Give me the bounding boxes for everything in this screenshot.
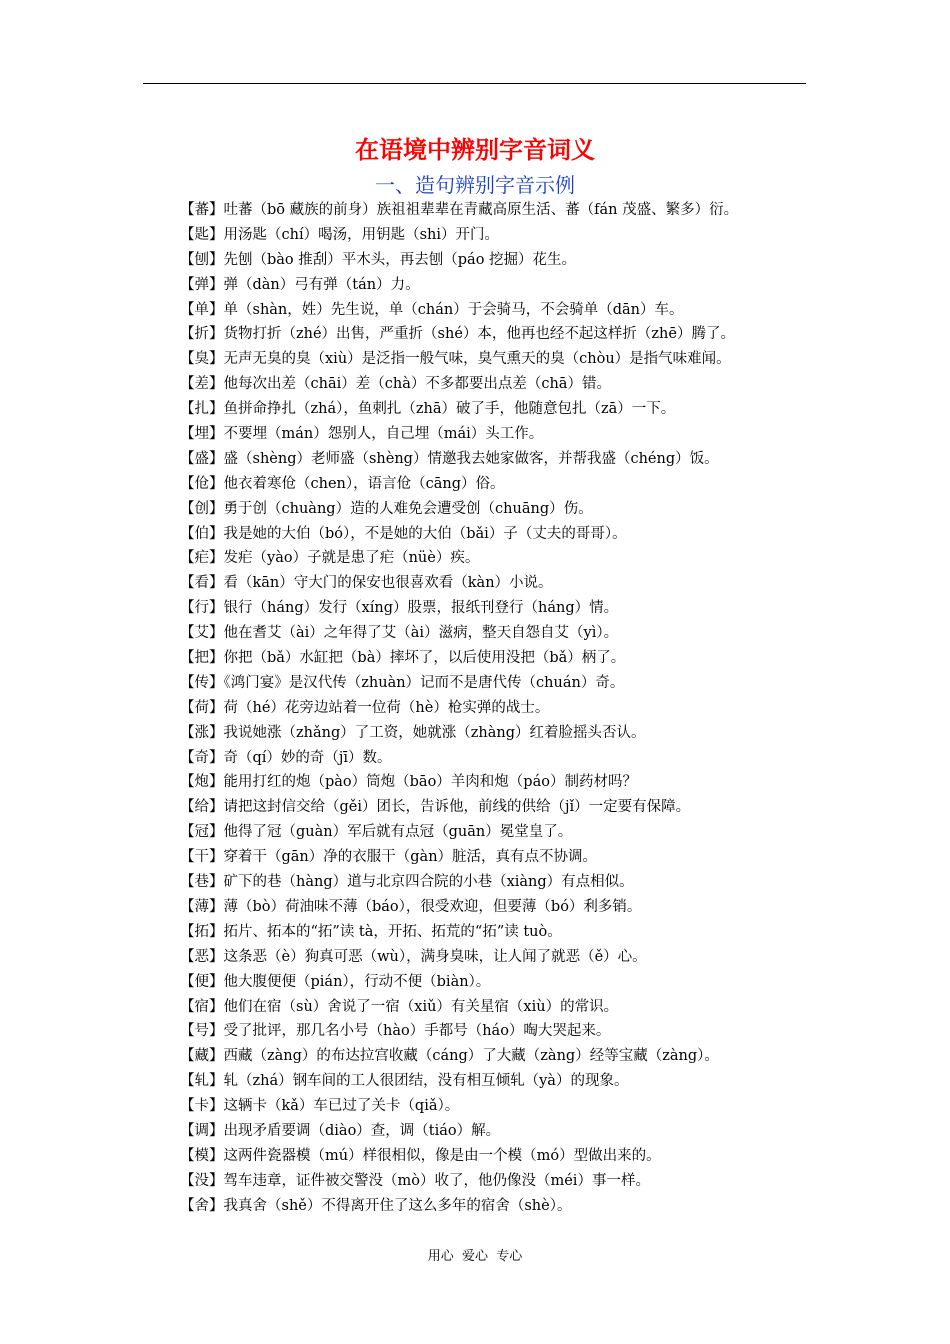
entry-line: 【调】出现矛盾要调（diào）查，调（tiáo）解。 (180, 1122, 501, 1139)
entry-line: 【把】你把（bǎ）水缸把（bà）摔坏了，以后使用没把（bǎ）柄了。 (180, 650, 626, 667)
entry-line: 【艾】他在耆艾（ài）之年得了艾（ài）滋病，整天自怨自艾（yì）。 (180, 625, 619, 642)
entry-line: 【冠】他得了冠（guàn）军后就有点冠（guān）冕堂皇了。 (180, 824, 573, 841)
entry-line: 【拓】拓片、拓本的“拓”读 tà，开拓、拓荒的“拓”读 tuò。 (180, 923, 562, 940)
entry-line: 【单】单（shàn，姓）先生说，单（chán）于会骑马，不会骑单（dān）车。 (180, 301, 684, 318)
entry-line: 【荷】荷（hé）花旁边站着一位荷（hè）枪实弹的战士。 (180, 699, 550, 716)
entry-line: 【号】受了批评，那几名小号（hào）手都号（háo）啕大哭起来。 (180, 1023, 611, 1040)
entry-line: 【差】他每次出差（chāi）差（chà）不多都要出点差（chā）错。 (180, 376, 611, 393)
entry-list (180, 198, 820, 1219)
entry-line: 【便】他大腹便便（pián），行动不便（biàn）。 (180, 973, 491, 990)
entry-line: 【行】银行（háng）发行（xíng）股票，报纸刊登行（háng）情。 (180, 600, 619, 617)
entry-line: 【涨】我说她涨（zhǎng）了工资，她就涨（zhàng）红着脸摇头否认。 (180, 724, 646, 741)
entry-line: 【炮】能用打红的炮（pào）筒炮（bāo）羊肉和炮（páo）制药材吗？ (180, 774, 637, 791)
entry-line: 【盛】盛（shèng）老师盛（shèng）情邀我去她家做客，并帮我盛（chéng）饭。 (180, 450, 719, 467)
entry-line: 【奇】奇（qí）妙的奇（jī）数。 (180, 749, 392, 766)
section-heading: 一、造句辨别字音示例 (375, 173, 575, 197)
entry-line: 【薄】薄（bò）荷油味不薄（báo），很受欢迎，但要薄（bó）利多销。 (180, 898, 642, 915)
page-footer: 用心 爱心 专心 (427, 1249, 523, 1264)
entry-line: 【伧】他衣着寒伧（chen），语言伧（cāng）俗。 (180, 475, 505, 492)
entry-line: 【弹】弹（dàn）弓有弹（tán）力。 (180, 276, 420, 293)
entry-line: 【刨】先刨（bào 推刮）平木头，再去刨（páo 挖掘）花生。 (180, 251, 577, 268)
entry-line: 【臭】无声无臭的臭（xiù）是泛指一般气味，臭气熏天的臭（chòu）是指气味难闻。 (180, 351, 731, 368)
entry-line: 【巷】矿下的巷（hàng）道与北京四合院的小巷（xiàng）有点相似。 (180, 874, 634, 891)
entry-line: 【模】这两件瓷器模（mú）样很相似，像是由一个模（mó）型做出来的。 (180, 1147, 661, 1164)
entry-line: 【扎】鱼拼命挣扎（zhá），鱼刺扎（zhā）破了手，他随意包扎（zā）一下。 (180, 401, 676, 418)
entry-line: 【没】驾车违章，证件被交警没（mò）收了，他仍像没（méi）事一样。 (180, 1172, 650, 1189)
entry-line: 【给】请把这封信交给（gěi）团长，告诉他，前线的供给（jǐ）一定要有保障。 (180, 799, 691, 816)
entry-line: 【埋】不要埋（mán）怨别人，自己埋（mái）头工作。 (180, 426, 544, 443)
entry-line: 【传】《鸿门宴》是汉代传（zhuàn）记而不是唐代传（chuán）奇。 (180, 674, 625, 691)
entry-line: 【藏】西藏（zàng）的布达拉宫收藏（cáng）了大藏（zàng）经等宝藏（zàng）。 (180, 1048, 719, 1065)
header-rule (143, 83, 806, 84)
document-title: 在语境中辨别字音词义 (355, 135, 595, 164)
entry-line: 【舍】我真舍（shě）不得离开住了这么多年的宿舍（shè）。 (180, 1197, 572, 1214)
entry-line: 【蕃】吐蕃（bō 藏族的前身）族祖祖辈辈在青藏高原生活、蕃（fán 茂盛、繁多）衍。 (180, 202, 739, 218)
entry-line: 【创】勇于创（chuàng）造的人难免会遭受创（chuāng）伤。 (180, 500, 593, 517)
entry-line: 【疟】发疟（yào）子就是患了疟（nüè）疾。 (180, 550, 480, 567)
entry-line: 【匙】用汤匙（chí）喝汤，用钥匙（shi）开门。 (180, 226, 500, 243)
entry-line: 【干】穿着干（gān）净的衣服干（gàn）脏活，真有点不协调。 (180, 849, 598, 866)
entry-line: 【伯】我是她的大伯（bó），不是她的大伯（bǎi）子（丈夫的哥哥）。 (180, 525, 627, 542)
entry-line: 【看】看（kān）守大门的保安也很喜欢看（kàn）小说。 (180, 575, 553, 592)
entry-line: 【折】货物打折（zhé）出售，严重折（shé）本，他再也经不起这样折（zhē）腾了。 (180, 326, 735, 343)
entry-line: 【恶】这条恶（è）狗真可恶（wù），满身臭味，让人闻了就恶（ě）心。 (180, 948, 647, 965)
entry-line: 【宿】他们在宿（sù）舍说了一宿（xiǔ）有关星宿（xiù）的常识。 (180, 998, 619, 1015)
entry-line: 【轧】轧（zhá）钢车间的工人很团结，没有相互倾轧（yà）的现象。 (180, 1073, 629, 1090)
entry-line: 【卡】这辆卡（kǎ）车已过了关卡（qiǎ）。 (180, 1098, 460, 1115)
